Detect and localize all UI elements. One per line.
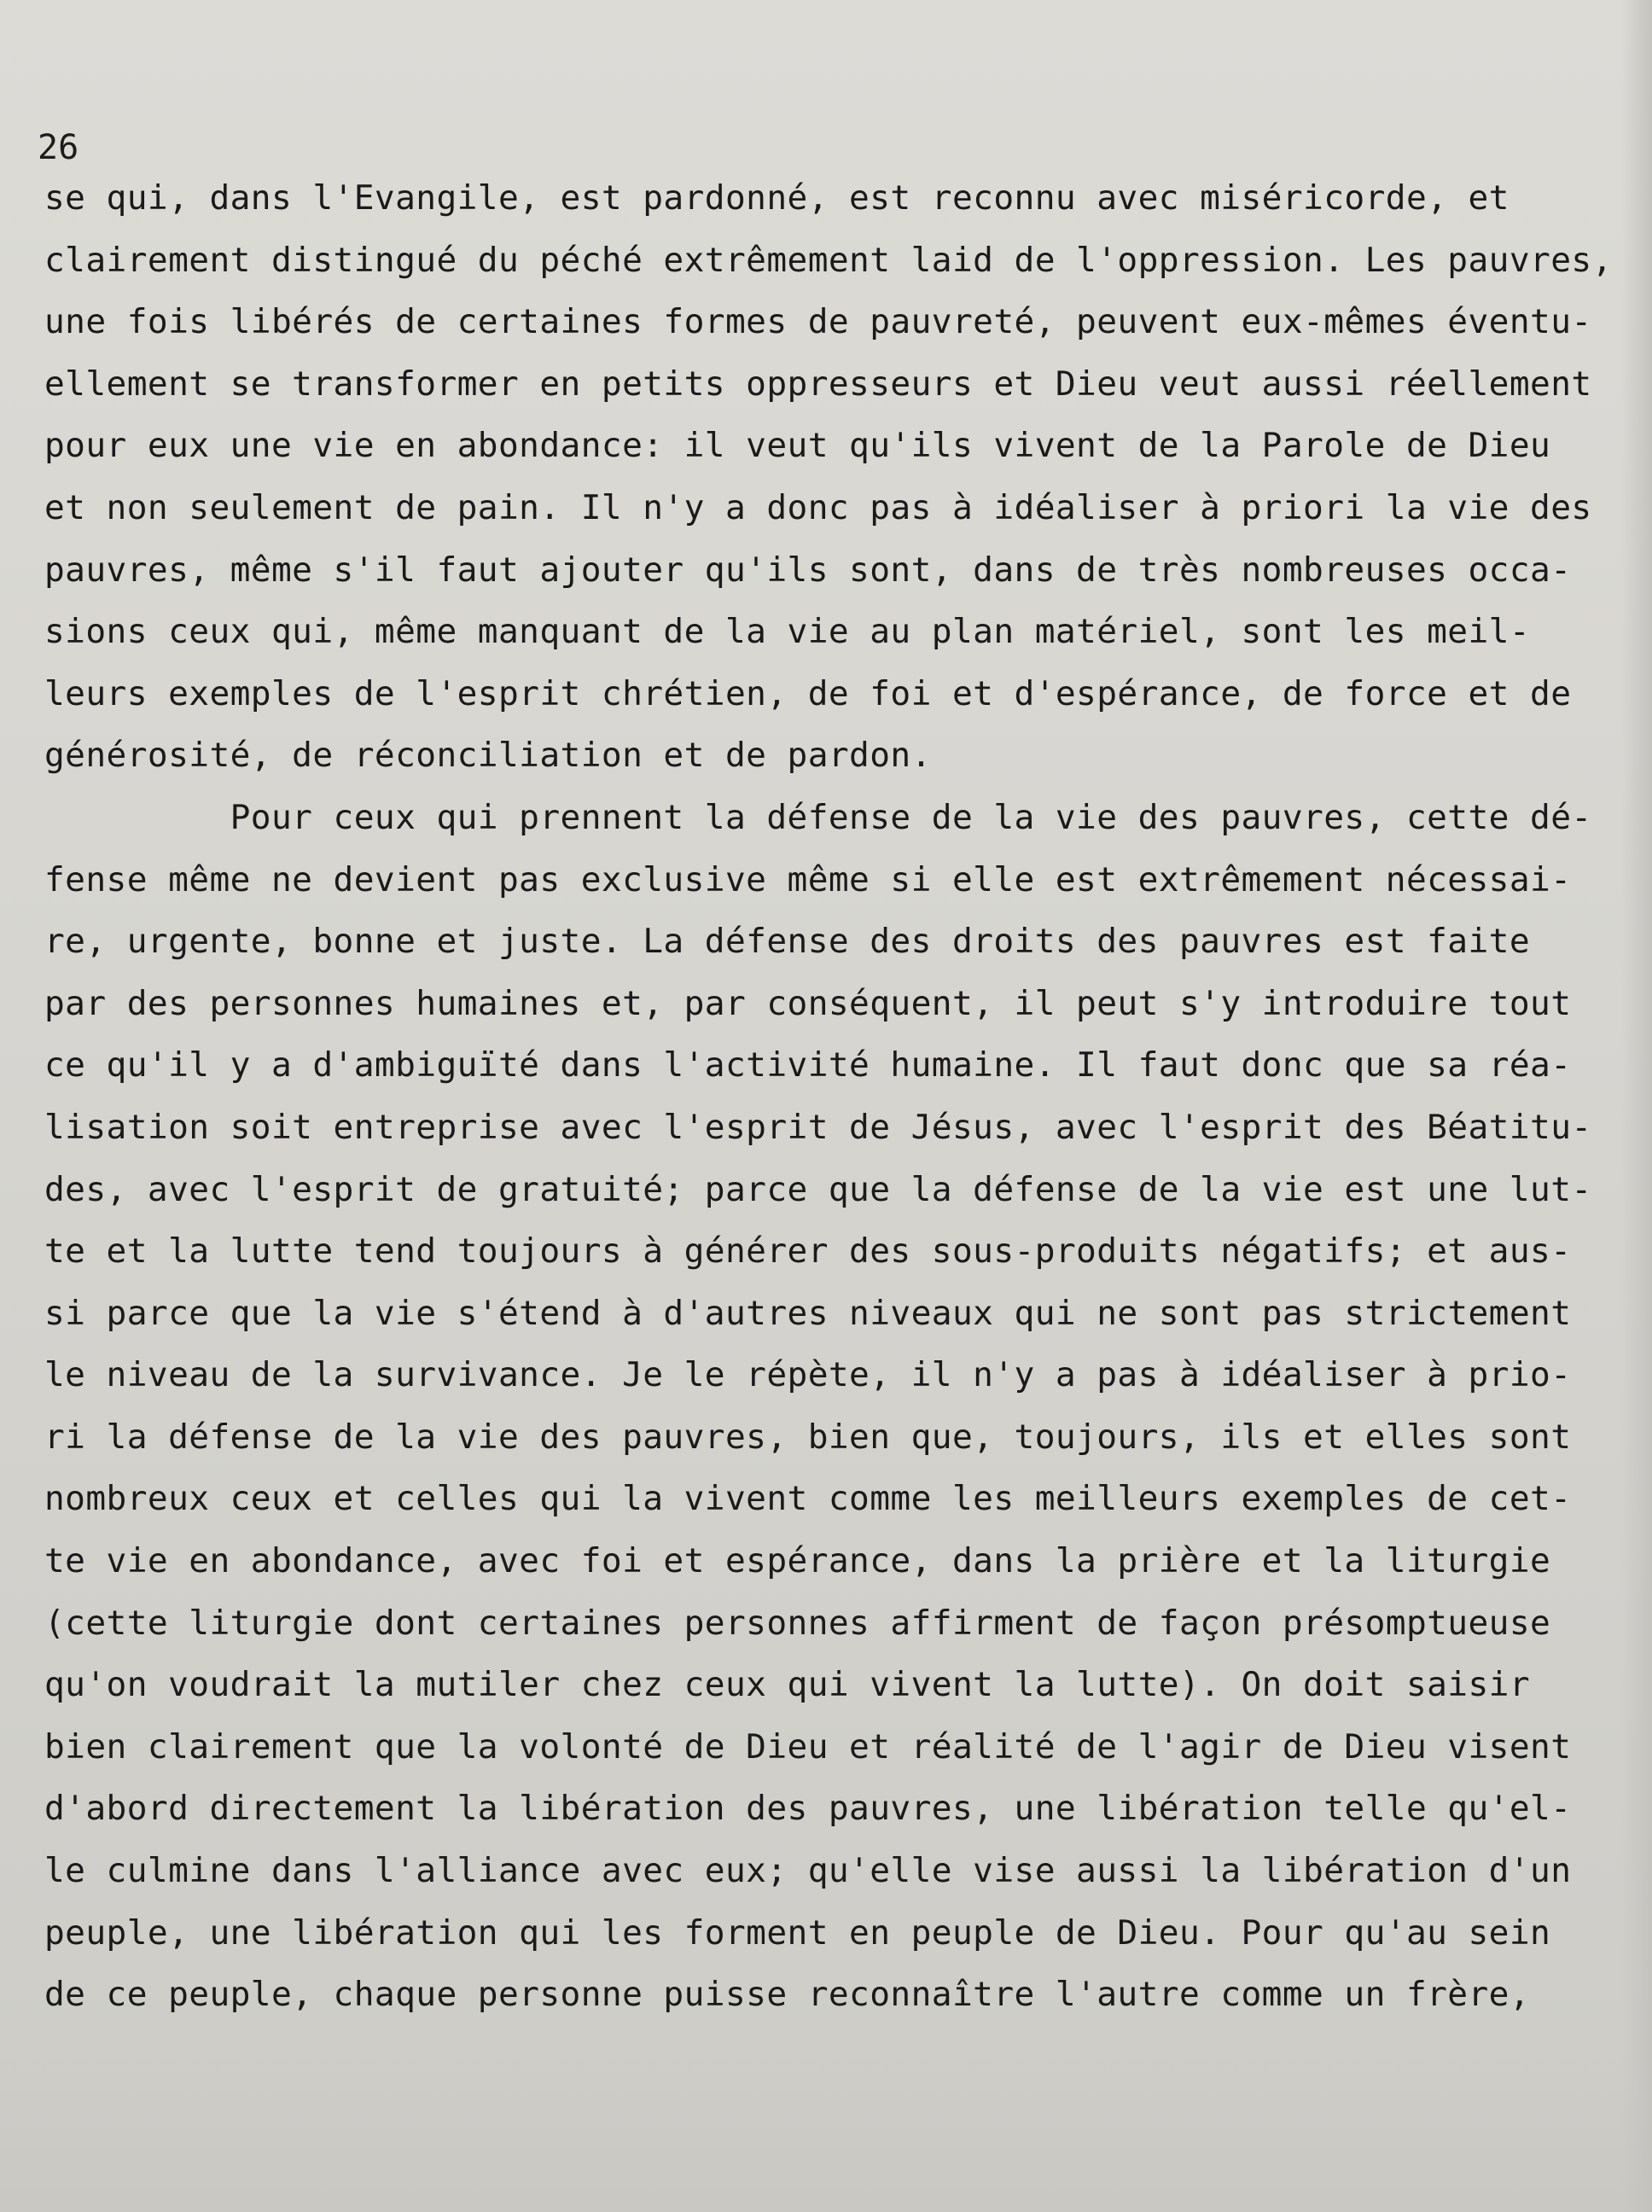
text-line: le niveau de la survivance. Je le répète, il n'y a pas à idéaliser à prio- — [44, 1355, 1572, 1395]
text-line: fense même ne devient pas exclusive même si elle est extrêmement nécessai- — [44, 859, 1572, 899]
text-line: nombreux ceux et celles qui la vivent comme les meilleurs exemples de cet- — [44, 1479, 1572, 1519]
text-line: le culmine dans l'alliance avec eux; qu'elle vise aussi la libération d'un — [44, 1851, 1572, 1891]
text-line: te et la lutte tend toujours à générer des sous-produits négatifs; et aus- — [44, 1231, 1572, 1272]
text-line: leurs exemples de l'esprit chrétien, de foi et d'espérance, de force et de — [44, 673, 1572, 713]
text-line: si parce que la vie s'étend à d'autres niveaux qui ne sont pas strictement — [44, 1293, 1572, 1333]
page-edge — [1621, 0, 1652, 2212]
text-line: pour eux une vie en abondance: il veut qu'ils vivent de la Parole de Dieu — [44, 426, 1551, 466]
text-line: des, avec l'esprit de gratuité; parce que la défense de la vie est une lut- — [44, 1169, 1592, 1209]
text-line: sions ceux qui, même manquant de la vie au plan matériel, sont les meil- — [44, 612, 1531, 652]
text-line: se qui, dans l'Evangile, est pardonné, est reconnu avec miséricorde, et — [44, 178, 1509, 218]
text-line: d'abord directement la libération des pauvres, une libération telle qu'el- — [44, 1789, 1572, 1829]
text-line: ellement se transformer en petits oppresseurs et Dieu veut aussi réellement — [44, 364, 1592, 404]
text-line: Pour ceux qui prennent la défense de la vie des pauvres, cette dé- — [44, 797, 1592, 837]
text-line: ri la défense de la vie des pauvres, bien que, toujours, ils et elles sont — [44, 1417, 1572, 1457]
text-line: lisation soit entreprise avec l'esprit de Jésus, avec l'esprit des Béatitu- — [44, 1107, 1592, 1147]
text-line: clairement distingué du péché extrêmement laid de l'oppression. Les pauvres, — [44, 240, 1613, 280]
text-line: et non seulement de pain. Il n'y a donc pas à idéaliser à priori la vie des — [44, 487, 1592, 527]
text-line: générosité, de réconciliation et de pardon. — [44, 736, 932, 776]
text-line: pauvres, même s'il faut ajouter qu'ils sont, dans de très nombreuses occa- — [44, 550, 1572, 590]
text-line: te vie en abondance, avec foi et espérance, dans la prière et la liturgie — [44, 1541, 1551, 1581]
text-line: ce qu'il y a d'ambiguïté dans l'activité humaine. Il faut donc que sa réa- — [44, 1045, 1572, 1086]
text-line: par des personnes humaines et, par conséquent, il peut s'y introduire tout — [44, 983, 1572, 1023]
text-line: re, urgente, bonne et juste. La défense des droits des pauvres est faite — [44, 922, 1531, 962]
text-line: (cette liturgie dont certaines personnes affirment de façon présomptueuse — [44, 1603, 1551, 1643]
paper-shadow — [0, 2050, 1652, 2212]
text-line: une fois libérés de certaines formes de pauvreté, peuvent eux-mêmes éventu- — [44, 302, 1592, 342]
text-line: qu'on voudrait la mutiler chez ceux qui vivent la lutte). On doit saisir — [44, 1665, 1531, 1705]
text-line: bien clairement que la volonté de Dieu et réalité de l'agir de Dieu visent — [44, 1726, 1572, 1767]
text-line: de ce peuple, chaque personne puisse reconnaître l'autre comme un frère, — [44, 1975, 1531, 2015]
text-line: peuple, une libération qui les forment en peuple de Dieu. Pour qu'au sein — [44, 1912, 1551, 1953]
page-number: 26 — [38, 128, 79, 167]
body-text — [44, 167, 1613, 2026]
